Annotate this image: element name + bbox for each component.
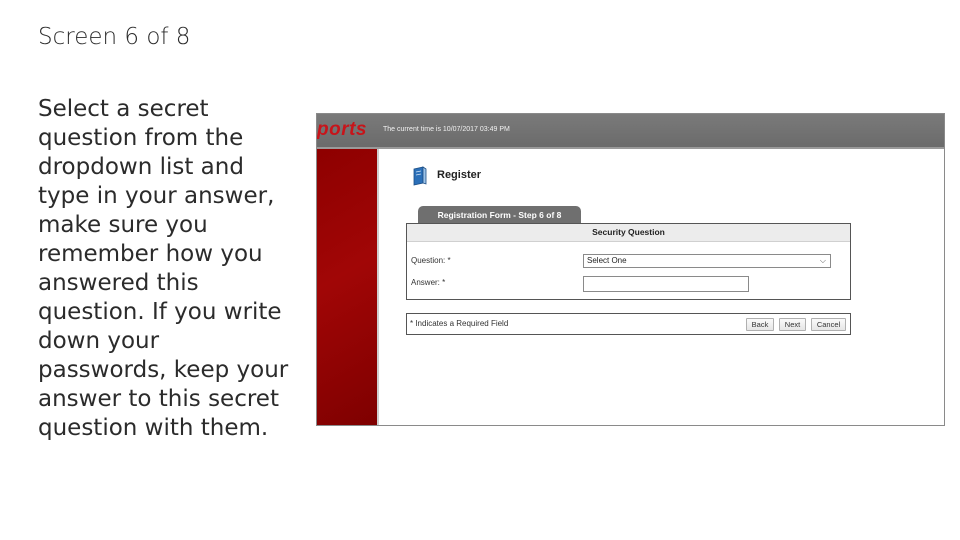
app-logo: ports bbox=[317, 119, 367, 140]
question-label: Question: * bbox=[411, 256, 451, 265]
page-title: Register bbox=[437, 169, 482, 181]
form-footer bbox=[406, 313, 851, 335]
top-bar bbox=[317, 114, 944, 149]
tab-registration-step: Registration Form - Step 6 of 8 bbox=[418, 206, 581, 224]
required-field-note: * Indicates a Required Field bbox=[410, 319, 509, 328]
current-time-text: The current time is 10/07/2017 03:49 PM bbox=[383, 126, 510, 133]
answer-input[interactable] bbox=[583, 276, 749, 292]
registration-screenshot bbox=[316, 113, 945, 426]
security-question-form bbox=[406, 223, 851, 300]
chevron-down-icon: ⌵ bbox=[819, 256, 826, 265]
question-select[interactable] bbox=[583, 254, 831, 268]
sidebar bbox=[317, 149, 379, 426]
answer-label: Answer: * bbox=[411, 278, 446, 287]
slide-instructions: Select a secret question from the dropdown list and type in your answer, make sure you remember how you answered this question. If you write down your passwords, keep your answer to this secret question with them. bbox=[38, 96, 289, 441]
form-section-title: Security Question bbox=[407, 224, 850, 242]
document-icon bbox=[411, 166, 429, 186]
cancel-button[interactable]: Cancel bbox=[811, 318, 846, 331]
question-select-value: Select One bbox=[587, 256, 627, 265]
slide-heading: Screen 6 of 8 bbox=[38, 24, 191, 50]
back-button[interactable]: Back bbox=[746, 318, 774, 331]
next-button[interactable]: Next bbox=[779, 318, 806, 331]
